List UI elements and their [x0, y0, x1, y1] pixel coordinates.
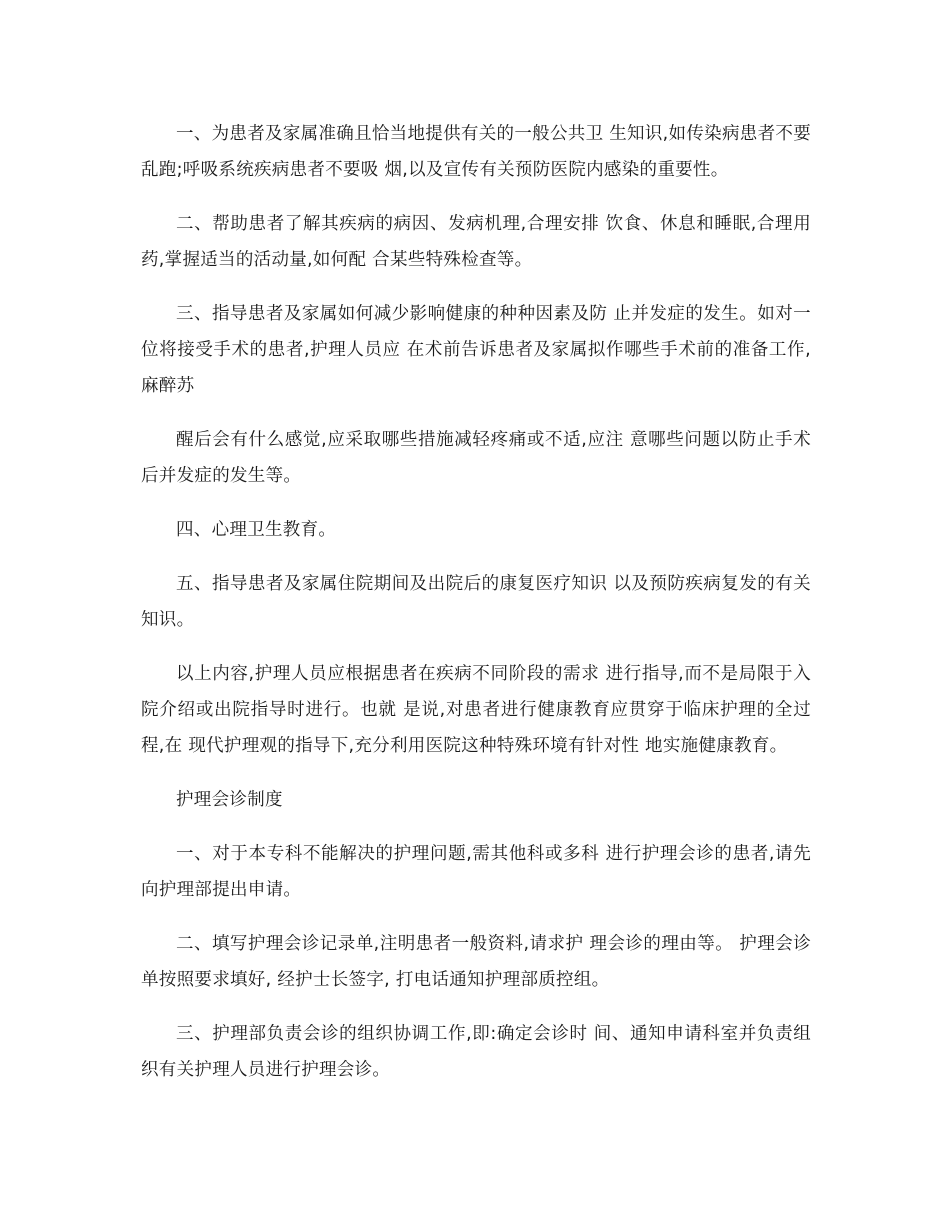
paragraph-complication-prevention: 三、指导患者及家属如何减少影响健康的种种因素及防 止并发症的发生。如对一位将接受手术的患者,护理人员应 在术前告诉患者及家属拟作哪些手术前的准备工作,麻醉苏 — [141, 304, 811, 396]
paragraph-consultation-request: 一、对于本专科不能解决的护理问题,需其他科或多科 进行护理会诊的患者,请先向护理部提出申请。 — [141, 844, 811, 900]
paragraph-health-knowledge: 一、为患者及家属准确且恰当地提供有关的一般公共卫 生知识,如传染病患者不要乱跑;呼吸系统疾病患者不要吸 烟,以及宣传有关预防医院内感染的重要性。 — [141, 124, 811, 180]
document-body — [141, 116, 811, 1106]
paragraph-rehabilitation: 五、指导患者及家属住院期间及出院后的康复医疗知识 以及预防疾病复发的有关知识。 — [141, 574, 811, 630]
paragraph-consultation-coordination: 三、护理部负责会诊的组织协调工作,即:确定会诊时 间、通知申请科室并负责组织有关护理人员进行护理会诊。 — [141, 1024, 811, 1080]
paragraph-summary: 以上内容,护理人员应根据患者在疾病不同阶段的需求 进行指导,而不是局限于入院介绍或出院指导时进行。也就 是说,对患者进行健康教育应贯穿于临床护理的全过程,在 现代护理观的指导下,充分利用医院这种特殊环境有针对性 地实施健康教育。 — [141, 664, 811, 756]
paragraph-consultation-form: 二、填写护理会诊记录单,注明患者一般资料,请求护 理会诊的理由等。 护理会诊单按照要求填好, 经护士长签字, 打电话通知护理部质控组。 — [141, 934, 811, 990]
paragraph-post-anesthesia: 醒后会有什么感觉,应采取哪些措施减轻疼痛或不适,应注 意哪些问题以防止手术后并发症的发生等。 — [141, 430, 811, 486]
section-heading-consultation: 护理会诊制度 — [176, 790, 283, 810]
paragraph-mental-health: 四、心理卫生教育。 — [176, 520, 337, 540]
paragraph-disease-understanding: 二、帮助患者了解其疾病的病因、发病机理,合理安排 饮食、休息和睡眠,合理用药,掌握适当的活动量,如何配 合某些特殊检查等。 — [141, 214, 811, 270]
